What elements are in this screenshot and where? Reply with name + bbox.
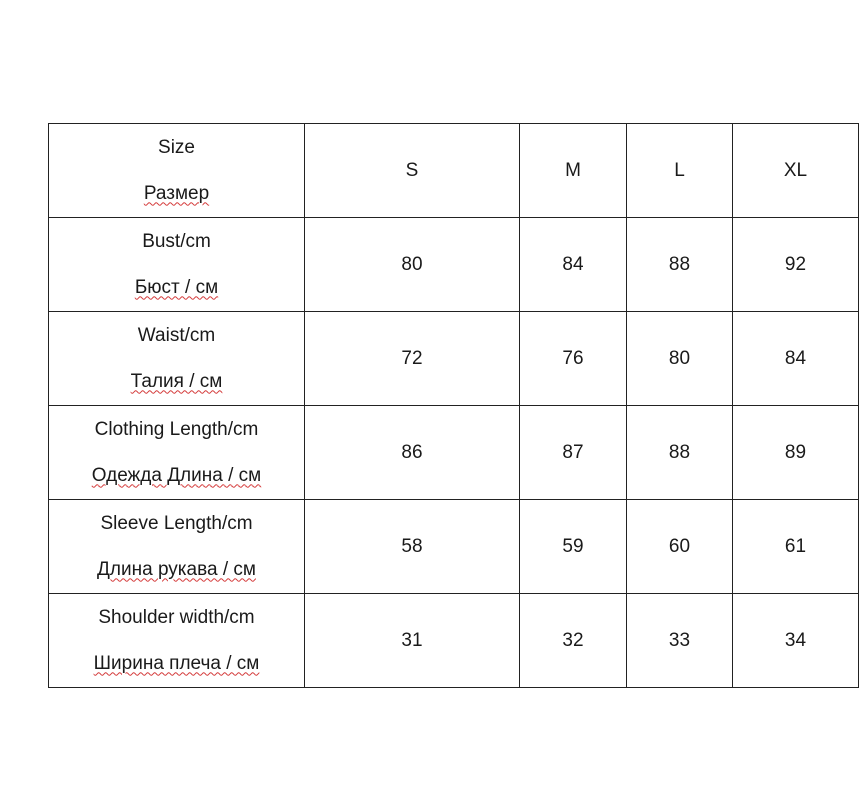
table-row-clothing-length [49, 406, 859, 500]
table-cell: 84 [733, 312, 859, 406]
row-label-en: Waist/cm [137, 324, 216, 346]
table-cell: 32 [520, 594, 627, 688]
table-cell: 80 [627, 312, 733, 406]
row-label-ru: Бюст / см [134, 276, 219, 298]
size-header-m: M [520, 124, 627, 218]
table-row-sleeve-length [49, 500, 859, 594]
row-label-ru: Талия / см [130, 370, 223, 392]
row-label-cell [49, 312, 305, 406]
header-label-ru: Размер [143, 182, 210, 204]
table-cell: 33 [627, 594, 733, 688]
table-cell: 34 [733, 594, 859, 688]
table-cell: 58 [305, 500, 520, 594]
table-cell: 84 [520, 218, 627, 312]
row-label-ru: Ширина плеча / см [93, 652, 260, 674]
row-label-cell [49, 500, 305, 594]
row-label-en: Bust/cm [142, 230, 211, 252]
size-chart-table [48, 123, 859, 688]
table-cell: 60 [627, 500, 733, 594]
row-label-en: Shoulder width/cm [98, 606, 255, 628]
table-cell: 76 [520, 312, 627, 406]
table-header-row [49, 124, 859, 218]
size-header-l: L [627, 124, 733, 218]
row-label-en: Clothing Length/cm [94, 418, 259, 440]
row-label-ru: Одежда Длина / см [91, 464, 262, 486]
table-row-bust [49, 218, 859, 312]
table-cell: 92 [733, 218, 859, 312]
table-cell: 87 [520, 406, 627, 500]
row-label-cell [49, 218, 305, 312]
table-cell: 86 [305, 406, 520, 500]
table-row-waist [49, 312, 859, 406]
table-cell: 31 [305, 594, 520, 688]
table-cell: 80 [305, 218, 520, 312]
size-header-xl: XL [733, 124, 859, 218]
table-cell: 72 [305, 312, 520, 406]
header-label-en: Size [158, 136, 195, 158]
table-cell: 88 [627, 218, 733, 312]
row-label-ru: Длина рукава / см [97, 558, 256, 580]
table-cell: 61 [733, 500, 859, 594]
table-cell: 88 [627, 406, 733, 500]
row-label-cell [49, 594, 305, 688]
table-row-shoulder-width [49, 594, 859, 688]
row-label-cell [49, 406, 305, 500]
table-cell: 89 [733, 406, 859, 500]
header-label-cell [49, 124, 305, 218]
table-cell: 59 [520, 500, 627, 594]
row-label-en: Sleeve Length/cm [100, 512, 253, 534]
size-header-s: S [305, 124, 520, 218]
